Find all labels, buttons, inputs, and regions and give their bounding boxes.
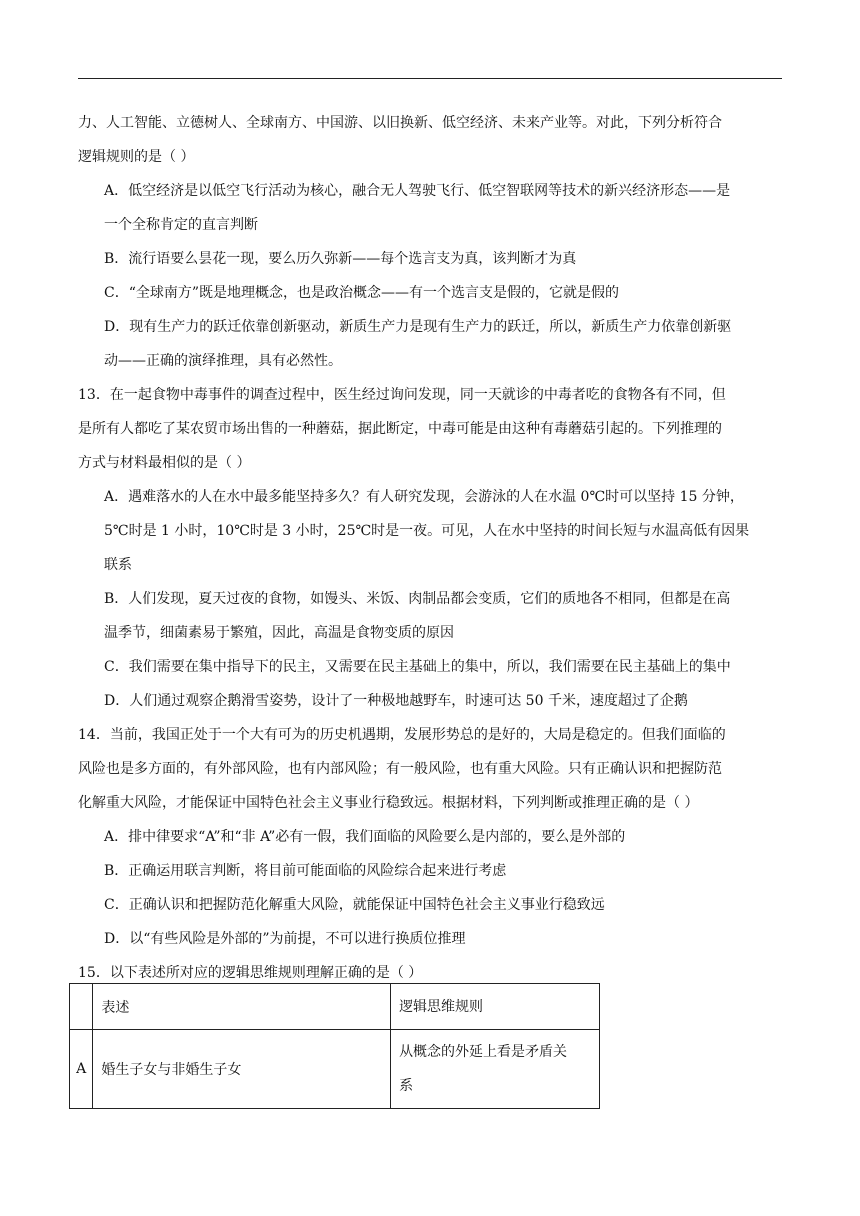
option-d: D．人们通过观察企鹅滑雪姿势，设计了一种极地越野车，时速可达 50 千米，速度超过了企鹅	[104, 693, 688, 709]
header-rule	[78, 78, 782, 79]
intro-line: 逻辑规则的是（ ）	[78, 149, 195, 165]
table-header-cell: 表述	[93, 984, 391, 1030]
question-stem: 15．以下表述所对应的逻辑思维规则理解正确的是（ ）	[78, 965, 423, 981]
option-b-continued: 温季节，细菌素易于繁殖，因此，高温是食物变质的原因	[104, 625, 454, 641]
option-d-continued: 动——正确的演绎推理，具有必然性。	[104, 353, 342, 369]
table-header-cell	[70, 984, 93, 1030]
option-a-continued: 5℃时是 1 小时，10℃时是 3 小时，25℃时是一夜。可见，人在水中坚持的时间长短与水温高低有因果	[104, 523, 750, 539]
option-a: A．低空经济是以低空飞行活动为核心，融合无人驾驶飞行、低空智联网等技术的新兴经济形态——是	[104, 183, 731, 199]
question-stem: 化解重大风险，才能保证中国特色社会主义事业行稳致远。根据材料，下列判断或推理正确的是（ ）	[78, 795, 699, 811]
question-stem: 13．在一起食物中毒事件的调查过程中，医生经过询问发现，同一天就诊的中毒者吃的食物各有不同，但	[78, 387, 726, 403]
option-b: B．流行语要么昙花一现，要么历久弥新——每个选言支为真，该判断才为真	[104, 251, 577, 267]
question-stem: 14．当前，我国正处于一个大有可为的历史机遇期，发展形势总的是好的，大局是稳定的。但我们面临的	[78, 727, 726, 743]
row-statement: 婚生子女与非婚生子女	[93, 1030, 391, 1109]
option-c: C．“全球南方”既是地理概念，也是政治概念——有一个选言支是假的，它就是假的	[104, 285, 620, 301]
option-c: C．我们需要在集中指导下的民主，又需要在民主基础上的集中，所以，我们需要在民主基础上的集中	[104, 659, 731, 675]
option-c: C．正确认识和把握防范化解重大风险，就能保证中国特色社会主义事业行稳致远	[104, 897, 605, 913]
option-b: B．正确运用联言判断，将目前可能面临的风险综合起来进行考虑	[104, 863, 507, 879]
question-stem: 是所有人都吃了某农贸市场出售的一种蘑菇，据此断定，中毒可能是由这种有毒蘑菇引起的。下列推理的	[78, 421, 722, 437]
question-stem: 方式与材料最相似的是（ ）	[78, 455, 251, 471]
row-rule-line: 系	[399, 1078, 414, 1094]
table-row	[70, 1030, 600, 1109]
option-b: B．人们发现，夏天过夜的食物，如馒头、米饭、肉制品都会变质，它们的质地各不相同，但都是在高	[104, 591, 731, 607]
row-label: A	[70, 1030, 93, 1109]
question-13	[78, 378, 783, 718]
option-a: A．排中律要求“A”和“非 A”必有一假，我们面临的风险要么是内部的，要么是外部的	[104, 829, 626, 845]
q14-options	[78, 820, 783, 956]
question-14	[78, 718, 783, 956]
document-body	[78, 106, 783, 990]
table-header-row	[70, 984, 600, 1030]
question-stem: 风险也是多方面的，有外部风险，也有内部风险；有一般风险，也有重大风险。只有正确认识和把握防范	[78, 761, 722, 777]
row-rule-line: 从概念的外延上看是矛盾关	[399, 1044, 568, 1060]
option-d: D．以“有些风险是外部的”为前提，不可以进行换质位推理	[104, 931, 466, 947]
option-a-continued: 一个全称肯定的直言判断	[104, 217, 258, 233]
row-rule	[391, 1030, 600, 1109]
q13-options	[78, 480, 783, 718]
table-header-cell: 逻辑思维规则	[391, 984, 600, 1030]
intro-line: 力、人工智能、立德树人、全球南方、中国游、以旧换新、低空经济、未来产业等。对此，下列分析符合	[78, 115, 722, 131]
q12-options	[78, 174, 783, 378]
answer-table	[69, 983, 600, 1109]
option-d: D．现有生产力的跃迁依靠创新驱动，新质生产力是现有生产力的跃迁，所以，新质生产力依靠创新驱	[104, 319, 732, 335]
option-a-continued: 联系	[104, 557, 132, 573]
option-a: A．遇难落水的人在水中最多能坚持多久？有人研究发现，会游泳的人在水温 0℃时可以坚持 15 分钟，	[104, 489, 744, 505]
